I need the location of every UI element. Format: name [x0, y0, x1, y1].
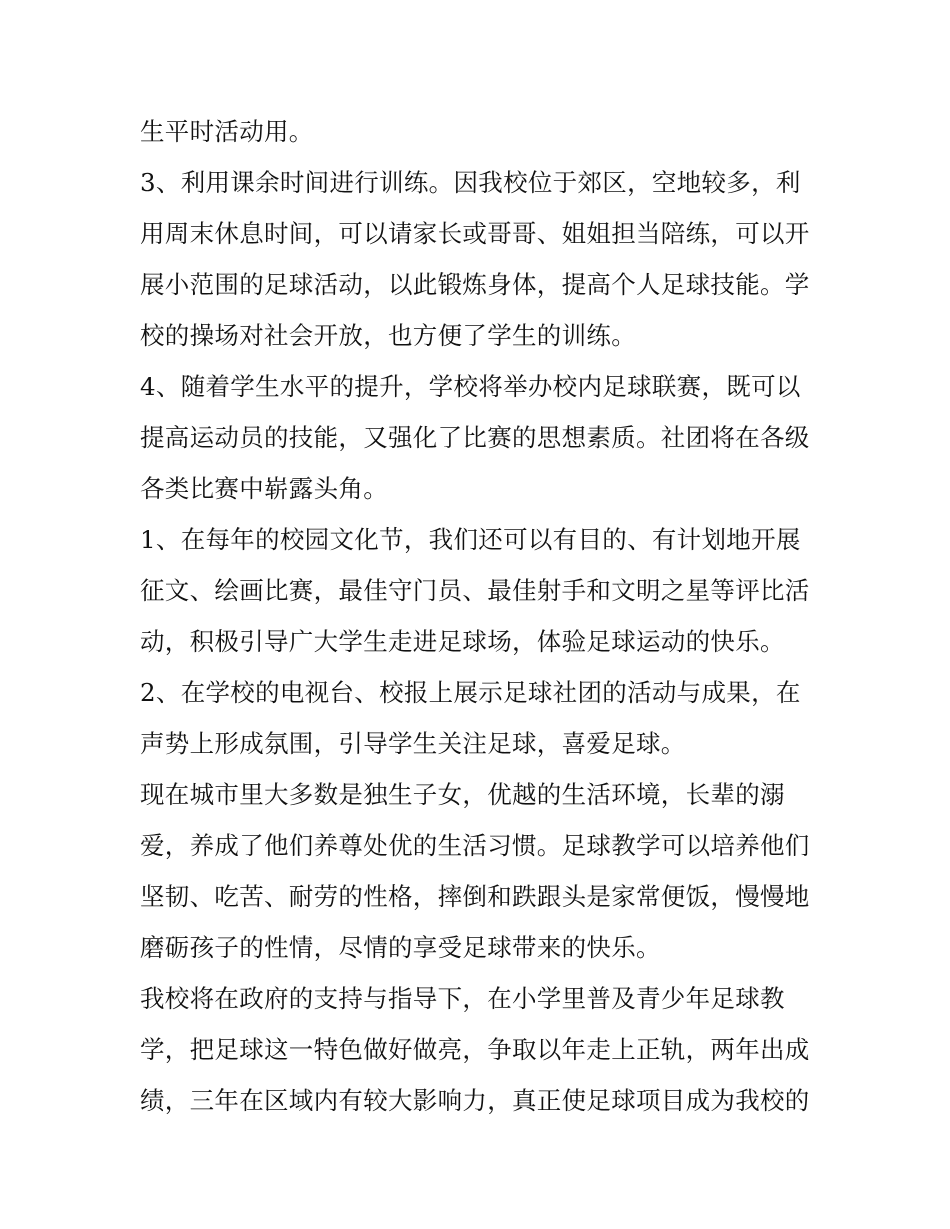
text-line: 现在城市里大多数是独生子女，优越的生活环境，长辈的溺: [140, 780, 785, 809]
text-line: 3、利用课余时间进行训练。因我校位于郊区，空地较多，利: [140, 168, 801, 197]
text-line: 磨砺孩子的性情，尽情的享受足球带来的快乐。: [140, 933, 661, 962]
text-line: 校的操场对社会开放，也方便了学生的训练。: [140, 321, 636, 350]
text-line: 征文、绘画比赛，最佳守门员、最佳射手和文明之星等评比活: [140, 576, 810, 605]
text-line: 2、在学校的电视台、校报上展示足球社团的活动与成果，在: [140, 678, 801, 707]
text-line: 1、在每年的校园文化节，我们还可以有目的、有计划地开展: [140, 525, 801, 554]
text-line: 4、随着学生水平的提升，学校将举办校内足球联赛，既可以: [140, 372, 801, 401]
text-line: 动，积极引导广大学生走进足球场，体验足球运动的快乐。: [140, 627, 785, 656]
text-line: 展小范围的足球活动，以此锻炼身体，提高个人足球技能。学: [140, 270, 810, 299]
text-line: 声势上形成氛围，引导学生关注足球，喜爱足球。: [140, 729, 686, 758]
text-line: 坚韧、吃苦、耐劳的性格，摔倒和跌跟头是家常便饭，慢慢地: [140, 882, 810, 911]
document-body: [140, 106, 820, 1126]
text-line: 生平时活动用。: [140, 117, 314, 146]
text-line: 绩，三年在区域内有较大影响力，真正使足球项目成为我校的: [140, 1086, 810, 1115]
text-line: 爱，养成了他们养尊处优的生活习惯。足球教学可以培养他们: [140, 831, 810, 860]
text-line: 用周末休息时间，可以请家长或哥哥、姐姐担当陪练，可以开: [140, 219, 810, 248]
text-line: 学，把足球这一特色做好做亮，争取以年走上正轨，两年出成: [140, 1035, 810, 1064]
text-line: 提高运动员的技能，又强化了比赛的思想素质。社团将在各级: [140, 423, 810, 452]
text-line: 各类比赛中崭露头角。: [140, 474, 388, 503]
text-line: 我校将在政府的支持与指导下，在小学里普及青少年足球教: [140, 984, 785, 1013]
